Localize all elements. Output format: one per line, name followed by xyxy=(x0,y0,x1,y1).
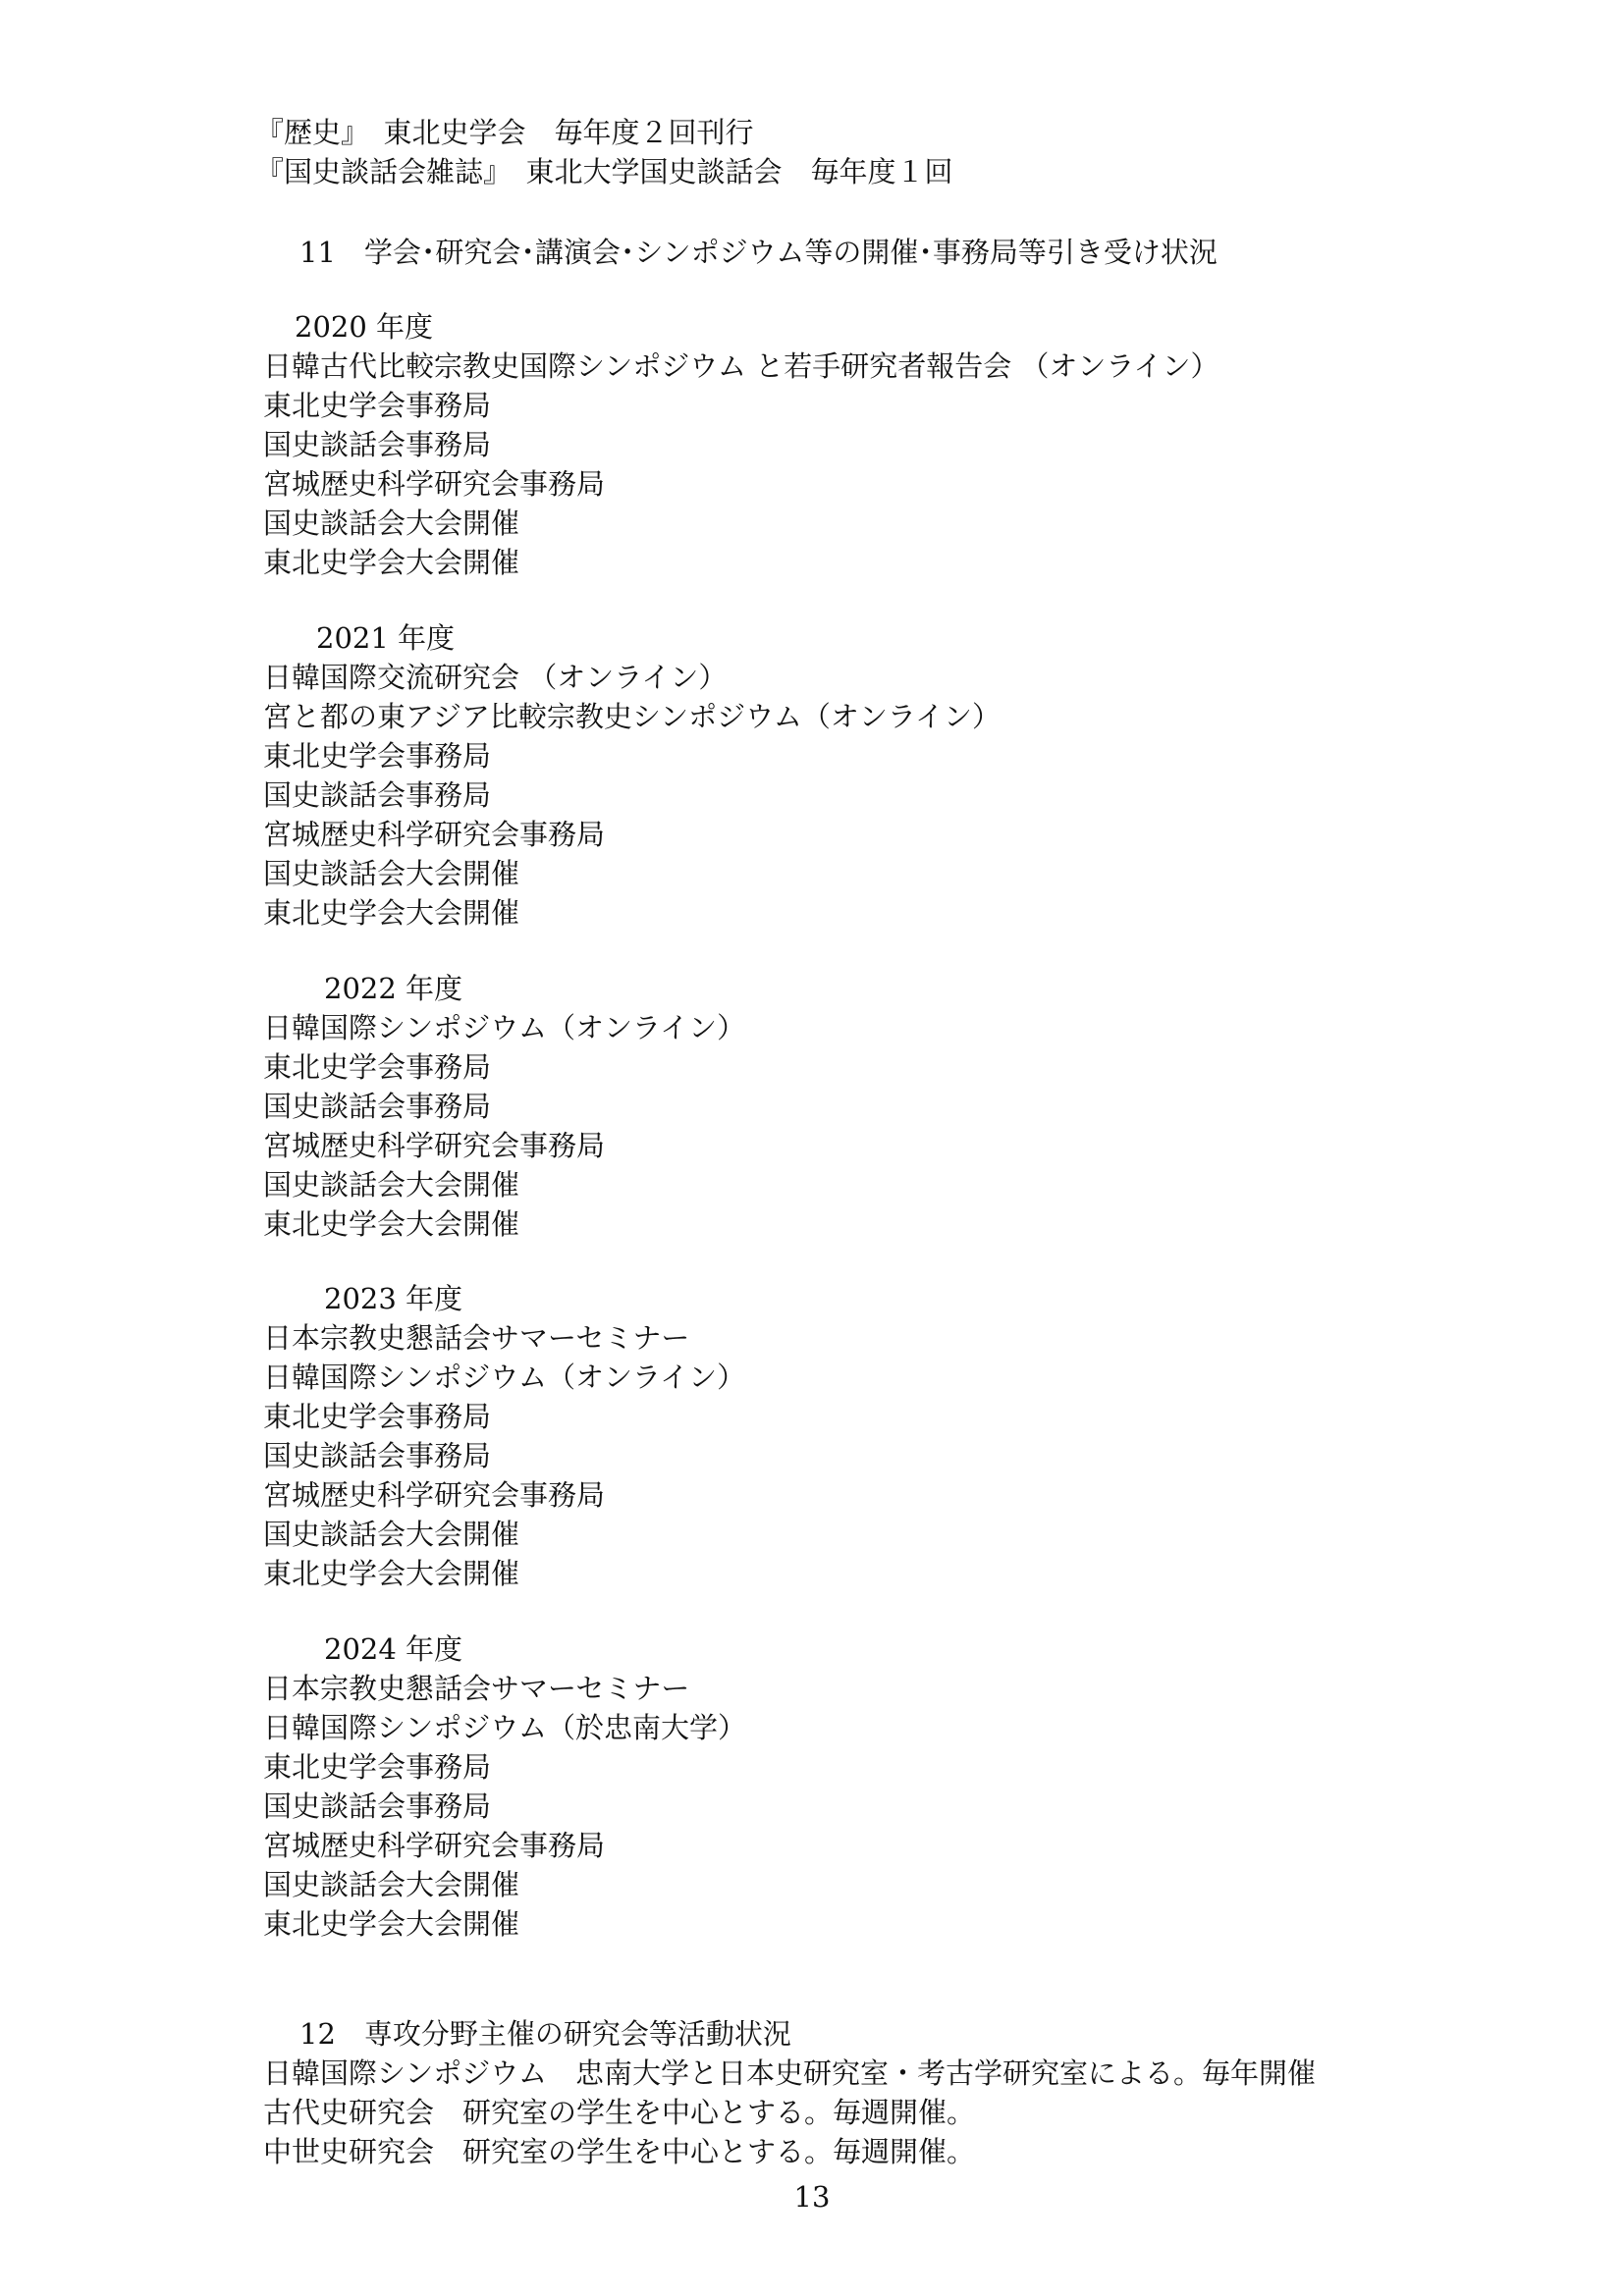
year-heading-2022: 2022 年度 xyxy=(324,972,463,1005)
list-item: 宮城歴史科学研究会事務局 xyxy=(263,467,606,501)
list-item: 東北史学会大会開催 xyxy=(263,896,520,930)
section-12-heading: 12 専攻分野主催の研究会等活動状況 xyxy=(299,2017,791,2051)
list-item: 東北史学会大会開催 xyxy=(263,1557,520,1590)
list-item: 国史談話会事務局 xyxy=(263,1090,492,1123)
list-item: 宮と都の東アジア比較宗教史シンポジウム（オンライン） xyxy=(263,700,1001,733)
list-item: 日韓国際シンポジウム 忠南大学と日本史研究室・考古学研究室による。毎年開催 xyxy=(263,2056,1316,2090)
year-heading-2020: 2020 年度 xyxy=(295,310,434,344)
list-item: 中世史研究会 研究室の学生を中心とする。毎週開催。 xyxy=(263,2135,976,2168)
list-item: 東北史学会事務局 xyxy=(263,739,492,773)
year-heading-2024: 2024 年度 xyxy=(324,1632,463,1666)
list-item: 国史談話会事務局 xyxy=(263,1789,492,1823)
list-item: 国史談話会大会開催 xyxy=(263,1168,520,1201)
list-item: 東北史学会大会開催 xyxy=(263,1207,520,1241)
list-item: 日韓古代比較宗教史国際シンポジウム と若手研究者報告会 （オンライン） xyxy=(263,349,1219,383)
list-item: 国史談話会事務局 xyxy=(263,1439,492,1472)
list-item: 宮城歴史科学研究会事務局 xyxy=(263,1129,606,1162)
list-item: 国史談話会事務局 xyxy=(263,428,492,461)
list-item: 日韓国際シンポジウム（オンライン） xyxy=(263,1011,746,1044)
list-item: 東北史学会事務局 xyxy=(263,389,492,422)
list-item: 古代史研究会 研究室の学生を中心とする。毎週開催。 xyxy=(263,2096,976,2129)
list-item: 宮城歴史科学研究会事務局 xyxy=(263,1829,606,1862)
journal-line: 『歴史』 東北史学会 毎年度２回刊行 xyxy=(255,116,754,149)
year-heading-2023: 2023 年度 xyxy=(324,1282,463,1315)
journal-line: 『国史談話会雑誌』 東北大学国史談話会 毎年度１回 xyxy=(255,155,953,188)
list-item: 日本宗教史懇話会サマーセミナー xyxy=(263,1321,690,1355)
list-item: 日本宗教史懇話会サマーセミナー xyxy=(263,1672,690,1705)
list-item: 東北史学会事務局 xyxy=(263,1400,492,1433)
list-item: 国史談話会大会開催 xyxy=(263,507,520,540)
list-item: 東北史学会大会開催 xyxy=(263,1907,520,1941)
list-item: 東北史学会大会開催 xyxy=(263,546,520,579)
section-11-heading: 11 学会･研究会･講演会･シンポジウム等の開催･事務局等引き受け状況 xyxy=(299,236,1218,269)
list-item: 日韓国際シンポジウム（於忠南大学） xyxy=(263,1711,746,1744)
year-heading-2021: 2021 年度 xyxy=(316,621,456,655)
list-item: 日韓国際シンポジウム（オンライン） xyxy=(263,1361,746,1394)
list-item: 日韓国際交流研究会 （オンライン） xyxy=(263,661,728,694)
list-item: 国史談話会事務局 xyxy=(263,778,492,812)
list-item: 東北史学会事務局 xyxy=(263,1750,492,1784)
list-item: 宮城歴史科学研究会事務局 xyxy=(263,1478,606,1512)
list-item: 国史談話会大会開催 xyxy=(263,857,520,890)
page-number: 13 xyxy=(793,2180,831,2214)
list-item: 東北史学会事務局 xyxy=(263,1050,492,1084)
list-item: 国史談話会大会開催 xyxy=(263,1868,520,1901)
list-item: 宮城歴史科学研究会事務局 xyxy=(263,818,606,851)
list-item: 国史談話会大会開催 xyxy=(263,1518,520,1551)
